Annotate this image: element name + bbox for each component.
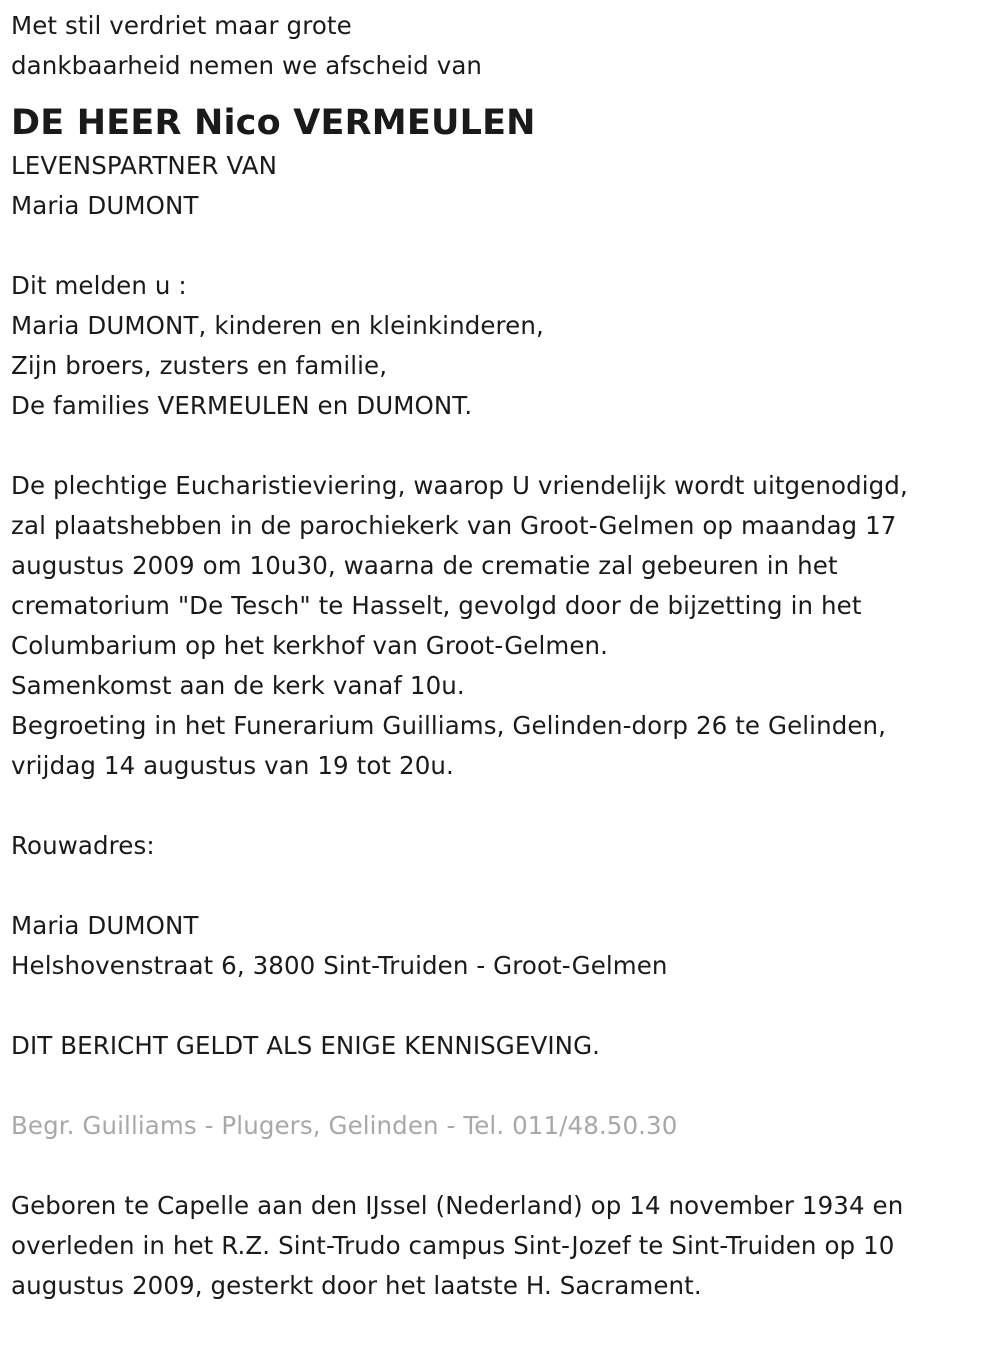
announcer-line: Maria DUMONT, kinderen en kleinkinderen, — [11, 311, 544, 340]
announcers-heading: Dit melden u : — [11, 271, 187, 300]
ceremony-line: zal plaatshebben in de parochiekerk van Groot-Gelmen op maandag 17 — [11, 511, 897, 540]
partner-name: Maria DUMONT — [11, 191, 199, 220]
mourning-address-label: Rouwadres: — [11, 831, 155, 860]
spacer — [11, 1066, 991, 1106]
undertaker-credit: Begr. Guilliams - Plugers, Gelinden - Tel. 011/48.50.30 — [11, 1111, 678, 1140]
ceremony-line: augustus 2009 om 10u30, waarna de crematie zal gebeuren in het — [11, 551, 838, 580]
intro-line-1: Met stil verdriet maar grote — [11, 11, 352, 40]
announcer-line: Zijn broers, zusters en familie, — [11, 351, 388, 380]
spacer — [11, 1146, 991, 1186]
spacer — [11, 426, 991, 466]
biography-line: augustus 2009, gesterkt door het laatste H. Sacrament. — [11, 1271, 702, 1300]
ceremony-line: Samenkomst aan de kerk vanaf 10u. — [11, 671, 465, 700]
spacer — [11, 226, 991, 266]
obituary-document — [11, 6, 991, 1306]
announcer-line: De families VERMEULEN en DUMONT. — [11, 391, 473, 420]
ceremony-line: Begroeting in het Funerarium Guilliams, Gelinden-dorp 26 te Gelinden, — [11, 711, 887, 740]
intro-line-2: dankbaarheid nemen we afscheid van — [11, 51, 483, 80]
relation-label: LEVENSPARTNER VAN — [11, 151, 278, 180]
deceased-name: DE HEER Nico VERMEULEN — [11, 103, 536, 143]
spacer — [11, 786, 991, 826]
ceremony-line: vrijdag 14 augustus van 19 tot 20u. — [11, 751, 454, 780]
biography-line: Geboren te Capelle aan den IJssel (Nederland) op 14 november 1934 en — [11, 1191, 904, 1220]
mourning-address-name: Maria DUMONT — [11, 911, 199, 940]
spacer — [11, 866, 991, 906]
spacer — [11, 986, 991, 1026]
ceremony-line: crematorium "De Tesch" te Hasselt, gevolgd door de bijzetting in het — [11, 591, 862, 620]
biography-line: overleden in het R.Z. Sint-Trudo campus Sint-Jozef te Sint-Truiden op 10 — [11, 1231, 895, 1260]
mourning-address-street: Helshovenstraat 6, 3800 Sint-Truiden - Groot-Gelmen — [11, 951, 668, 980]
notice-text: DIT BERICHT GELDT ALS ENIGE KENNISGEVING. — [11, 1031, 601, 1060]
ceremony-line: De plechtige Eucharistieviering, waarop U vriendelijk wordt uitgenodigd, — [11, 471, 908, 500]
ceremony-line: Columbarium op het kerkhof van Groot-Gelmen. — [11, 631, 609, 660]
